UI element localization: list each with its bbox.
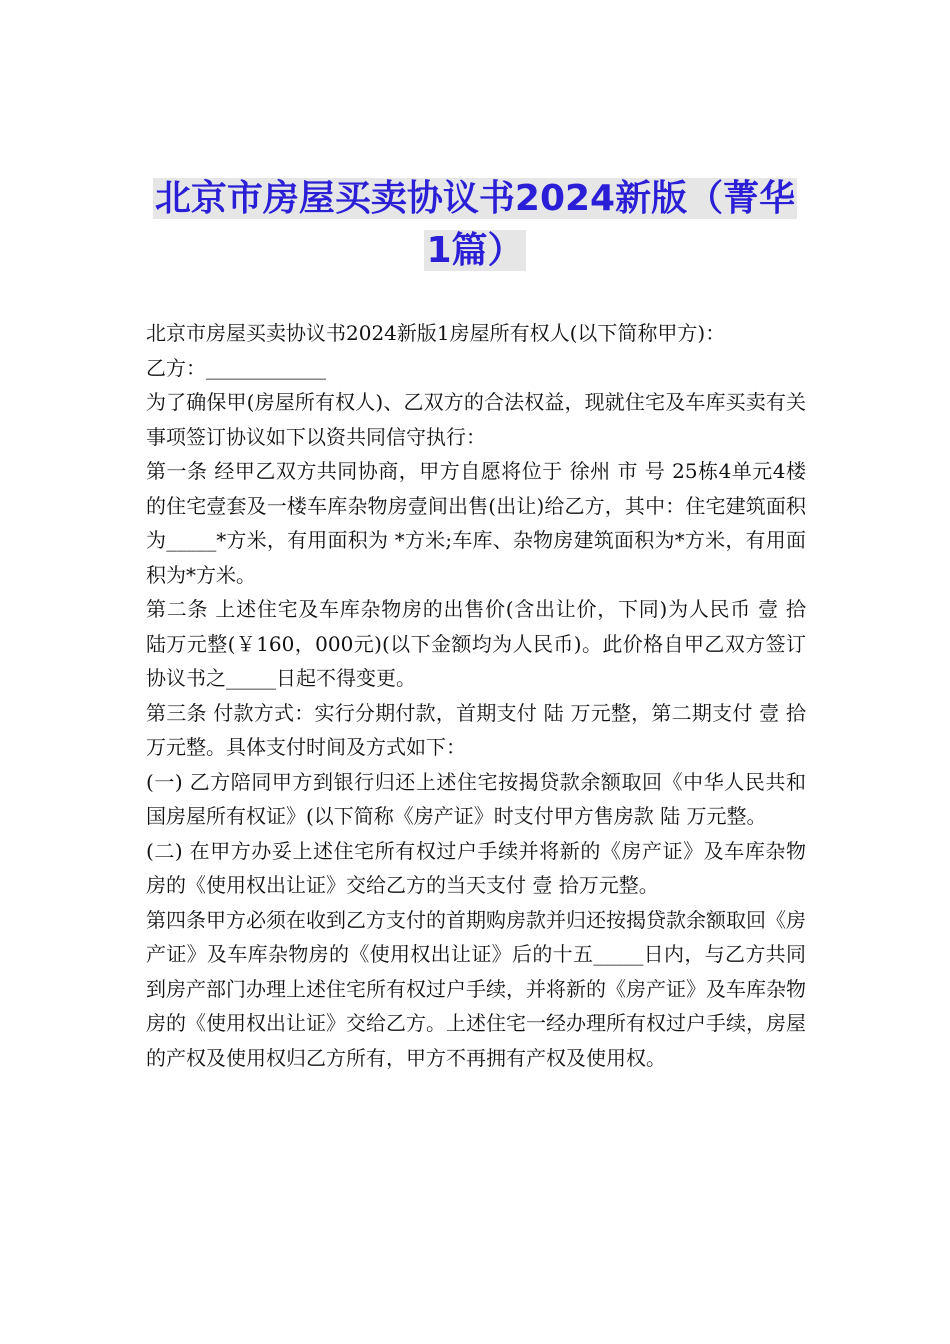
paragraph-article-1: 第一条 经甲乙双方共同协商，甲方自愿将位于 徐州 市 号 25栋4单元4楼的住宅壹套及一楼车库杂物房壹间出售(出让)给乙方，其中：住宅建筑面积为_____*方米，有用面积为 *方米;车库、杂物房建筑面积为*方米，有用面积为*方米。 [146,459,806,587]
paragraph-article-2: 第二条 上述住宅及车库杂物房的出售价(含出让价，下同)为人民币 壹 拾 陆万元整(￥160，000元)(以下金额均为人民币)。此价格自甲乙双方签订协议书之_____日起不得变更。 [146,597,806,690]
paragraph-article-4: 第四条甲方必须在收到乙方支付的首期购房款并归还按揭贷款余额取回《房产证》及车库杂物房的《使用权出让证》后的十五_____日内，与乙方共同到房产部门办理上述住宅所有权过户手续，并将新的《房产证》及车库杂物房的《使用权出让证》交给乙方。上述住宅一经办理所有权过户手续，房屋的产权及使用权归乙方所有，甲方不再拥有产权及使用权。 [146,907,806,1070]
paragraph-article-3: 第三条 付款方式：实行分期付款，首期支付 陆 万元整，第二期支付 壹 拾万元整。具体支付时间及方式如下： [146,700,806,759]
document-title-block [150,173,800,277]
paragraph-purpose: 为了确保甲(房屋所有权人)、乙双方的合法权益，现就住宅及车库买卖有关事项签订协议如下以资共同信守执行： [146,390,806,449]
paragraph-party-b: 乙方：____________ [146,355,326,380]
document-title: 北京市房屋买卖协议书2024新版（菁华1篇） [154,178,796,271]
document-body [146,316,806,1075]
paragraph-article-3-item-1: (一) 乙方陪同甲方到银行归还上述住宅按揭贷款余额取回《中华人民共和国房屋所有权证》(以下简称《房产证》时支付甲方售房款 陆 万元整。 [146,769,806,828]
paragraph-intro: 北京市房屋买卖协议书2024新版1房屋所有权人(以下简称甲方)： [146,321,726,345]
paragraph-article-3-item-2: (二) 在甲方办妥上述住宅所有权过户手续并将新的《房产证》及车库杂物房的《使用权出让证》交给乙方的当天支付 壹 拾万元整。 [146,838,806,897]
